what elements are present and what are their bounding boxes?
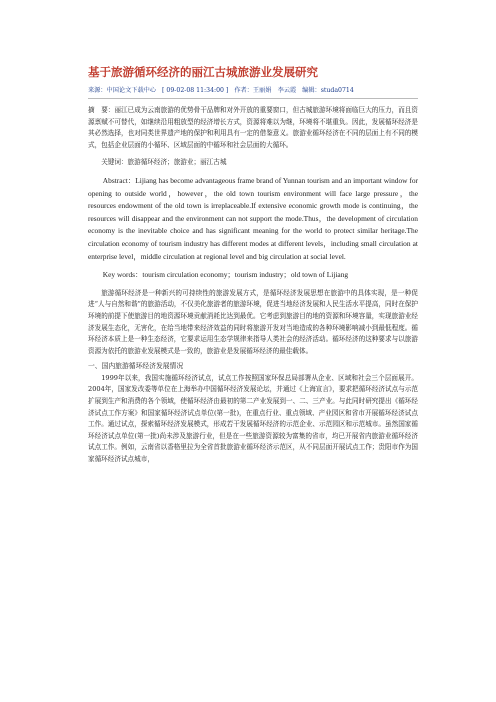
article-title: 基于旅游循环经济的丽江古城旅游业发展研究 — [88, 65, 318, 79]
abstract-cn: 摘 要：丽江已成为云南旅游的优势骨干品牌和对外开放的重要窗口，但古城旅游环境将面临巨大的压力，而且资源禀赋不可替代，如继续沿用粗放型的经济增长方式，资源将难以为继，环境将不堪重负。因此，发展循环经济是其必然选择，也对同类世界遗产地的保护和利用具有一定的借鉴意义。旅游业循环经济在不同的层面上有不同的模式，包括企业层面的小循环、区域层面的中循环和社会层面的大循环。 — [88, 106, 418, 149]
abstract-en: Abstract：Lijiang has become advantageous frame brand of Yunnan tourism and an important window for opening to outside world，however，the old town tourism environment will face large pressure，the resources endowment of the old town is irreplaceable.If extensive economic growth mode is continuing，the resources will disappear and the environment can not support the mode.Thus，the development of circulation economy is the inevitable choice and has significant meaning for the world to protect similar heritage.The circulation economy of tourism industry has different modes at different levels，including small circulation at enterprise level，middle circulation at regional level and big circulation at social level. — [88, 175, 418, 261]
divider — [88, 98, 418, 99]
meta-author: 作者：王丽娟 李云霞 — [234, 87, 297, 94]
section-paragraph: 1999年以来，我国实施循环经济试点，试点工作按照国家环保总局部署从企业、区域和社会三个层面展开。2004年，国家发改委等单位在上海举办中国循环经济发展论坛，并通过《上海宣言》，要求把循环经济试点与示范扩展到生产和消费的各个领域，使循环经济由最初的第二产业发展到一、二、三产业。与此同时研究提出《循环经济试点工作方案》和国家循环经济试点单位(第一批)，在重点行业、重点领域、产业园区和省市开展循环经济试点工作。通过试点，探索循环经济发展模式，形成若干发展循环经济的示范企业、示范园区和示范城市。虽然国家循环经济试点单位(第一批)尚未涉及旅游行业，但是在一些旅游资源较为富集的省市，均已开展省内旅游业循环经济试点工作。例如，云南省以香格里拉为全省首批旅游业循环经济示范区，从不同层面开展试点工作；贵阳市作为国家循环经济试点城市， — [88, 373, 418, 464]
article — [88, 64, 418, 466]
keywords-en: Key words：tourism circulation economy；tourism industry；old town of Lijiang — [102, 270, 349, 280]
section-heading: 一、国内旅游循环经济发展情况 — [88, 362, 184, 371]
meta-date: [ 09-02-08 11:34:00 ] — [162, 87, 229, 94]
keywords-cn: 关键词：旅游循环经济；旅游业；丽江古城 — [101, 158, 227, 167]
intro-paragraph: 旅游循环经济是一种新兴的可持续性的旅游发展方式，是循环经济发展思想在旅游中的具体实现，是一种促进“人与自然和谐”的旅游活动，不仅美化旅游者的旅游环境，促进当地经济发展和人民生活水平提高，同时在保护环境的前提下使旅游目的地资源环境贡献消耗比达到最优。它考虑到旅游目的地的资源和环境容量，实现旅游业经济发展生态化，无害化，在给当地带来经济效益的同时将旅游开发对当地造成的各种环境影响减小到最低程度。循环经济本质上是一种生态经济，它要求运用生态学规律来指导人类社会的经济活动。循环经济的这种要求与以旅游资源为依托的旅游业发展模式是一致的，旅游业是发展循环经济的最佳载体。 — [88, 288, 418, 355]
meta-editor: 编辑：studa0714 — [302, 87, 354, 94]
article-meta — [88, 86, 418, 95]
meta-source: 来源：中国论文下载中心 — [88, 87, 157, 94]
